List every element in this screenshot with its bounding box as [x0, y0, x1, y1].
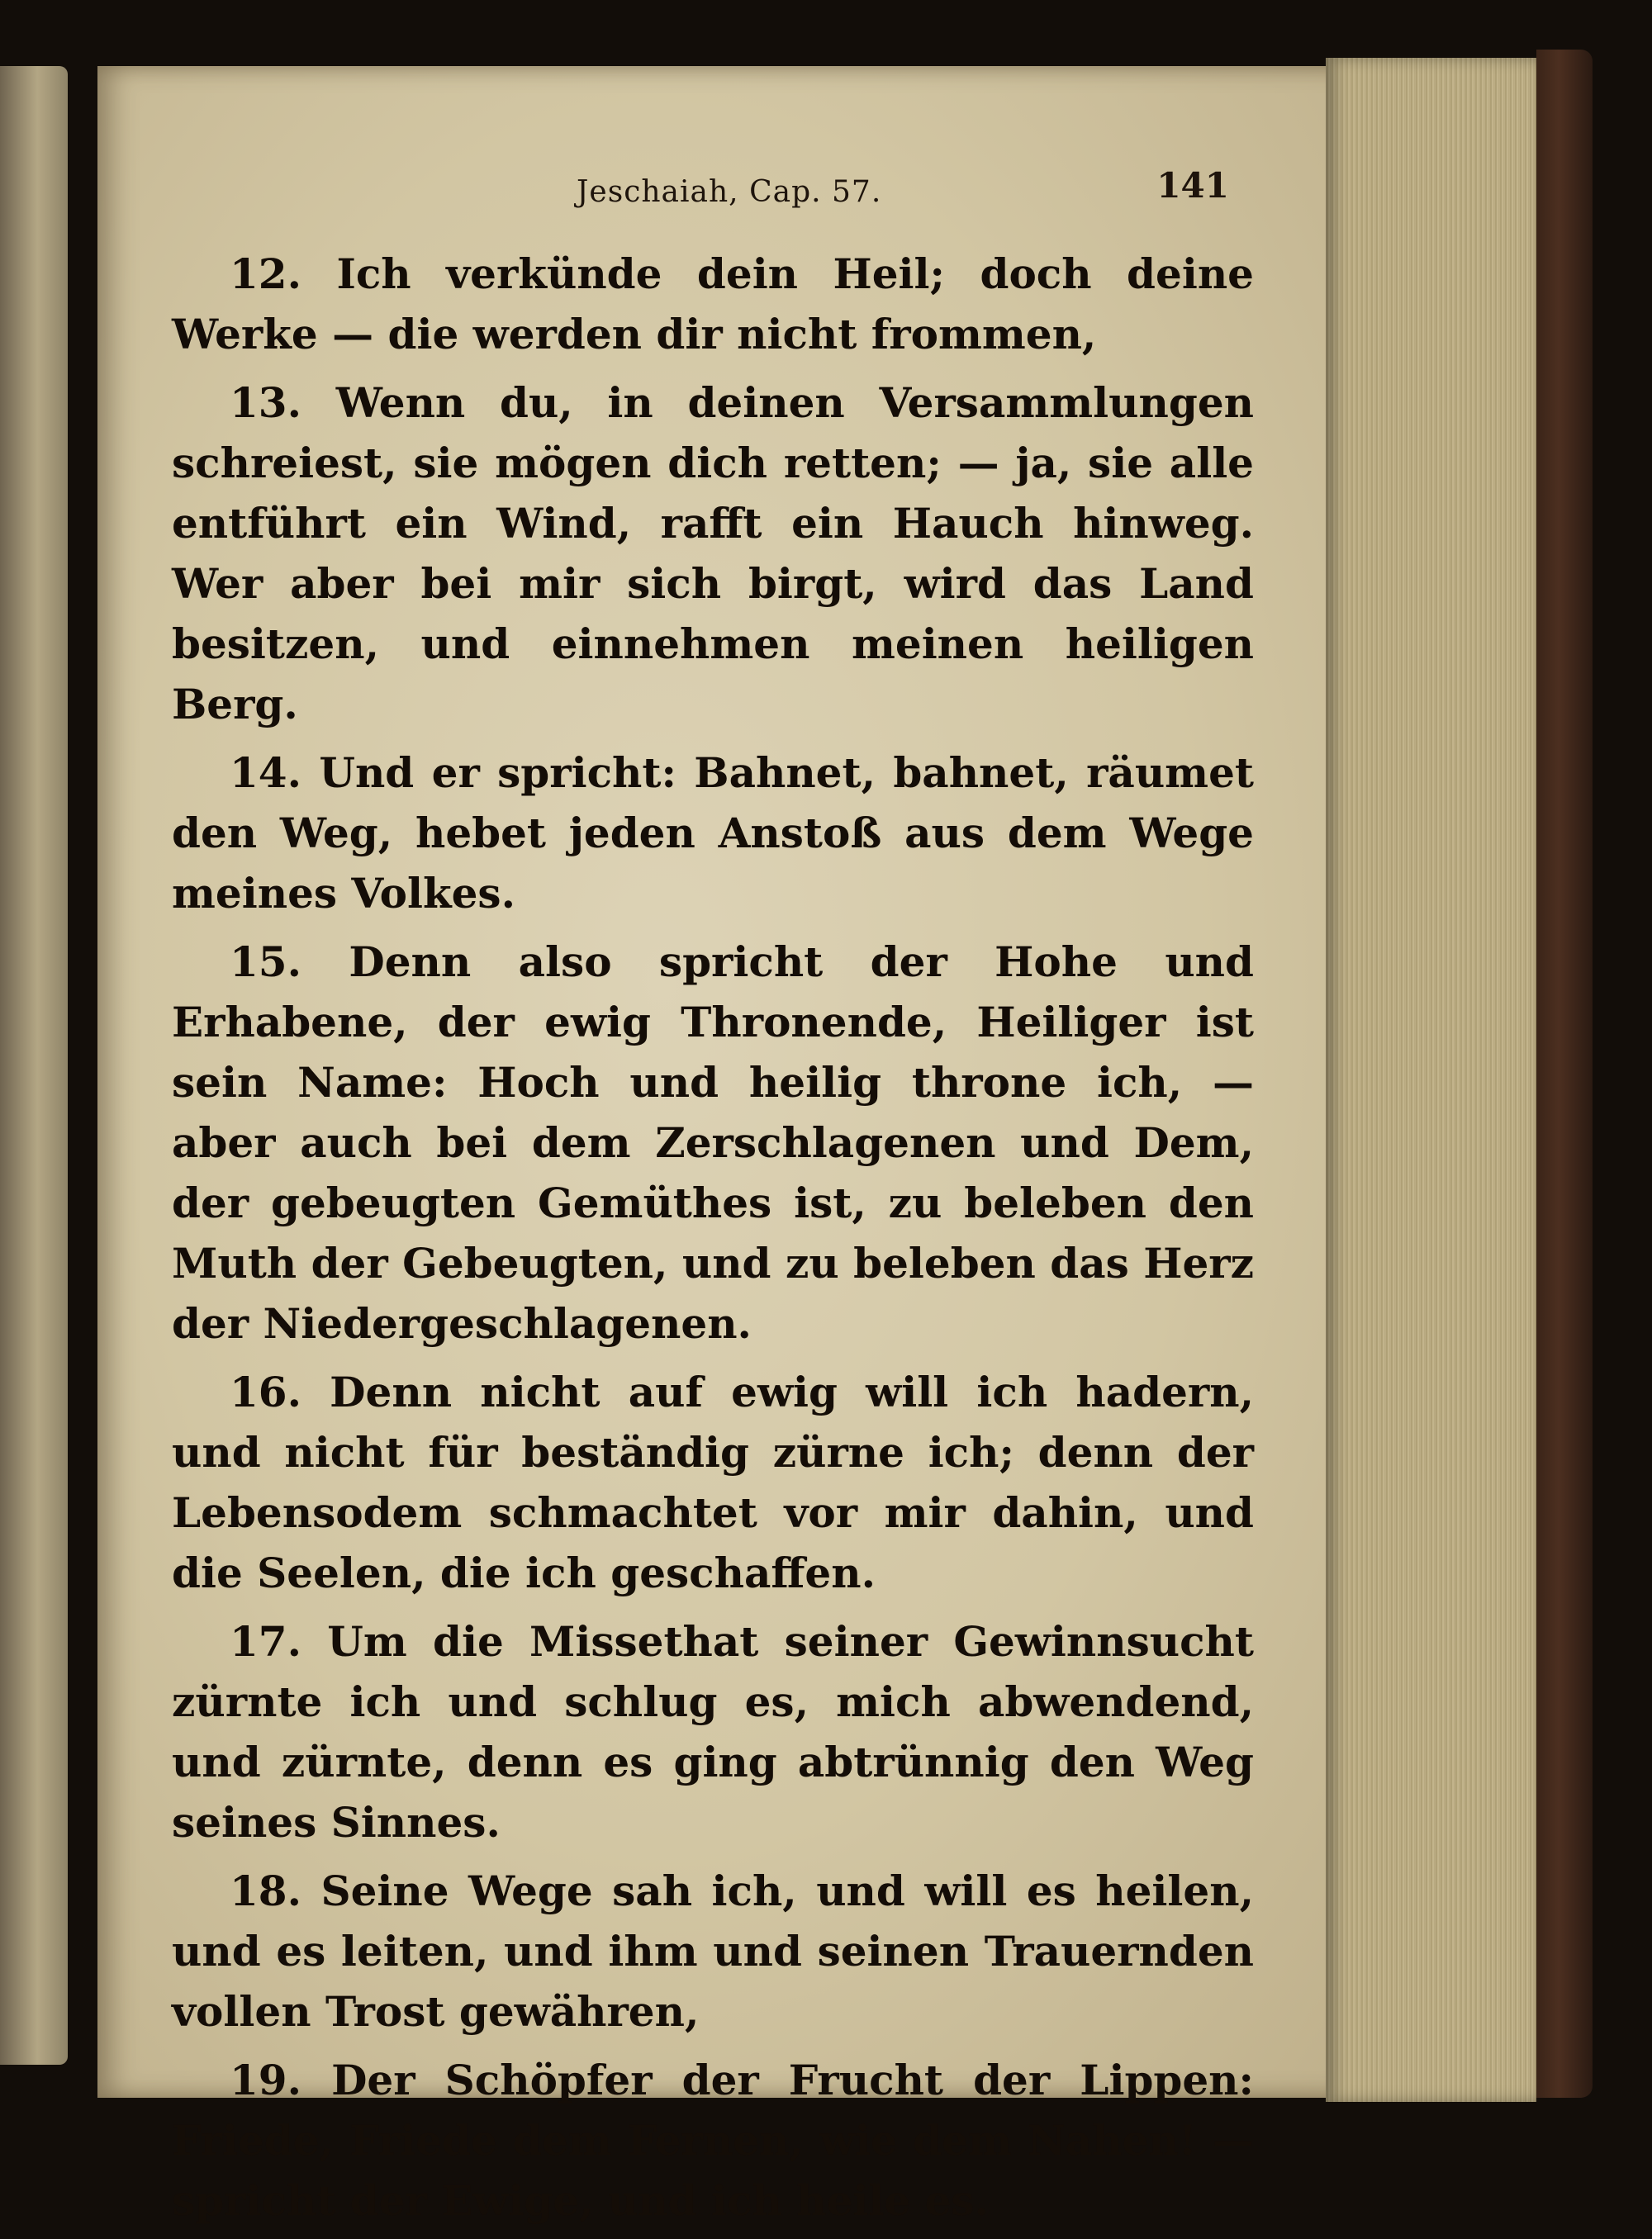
verse-16: 16. Denn nicht auf ewig will ich hadern, und nicht für beständig zürne ich; denn der Lebensodem schmachtet vor mir dahin, und die Seelen, die ich geschaffen.	[172, 1368, 1254, 1597]
verse-13: 13. Wenn du, in deinen Versammlungen schreiest, sie mögen dich retten; — ja, sie alle entführt ein Wind, rafft ein Hauch hinweg. Wer aber bei mir sich birgt, wird das Land besitzen, und einnehmen meinen heiligen Berg.	[172, 378, 1254, 728]
left-page-edge	[0, 66, 68, 2065]
running-head: Jeschaiah, Cap. 57.	[577, 175, 882, 209]
verse-19: 19. Der Schöpfer der Frucht der Lippen: Friede, Friede dem Fernen, wie dem Nahen! — spricht der Ewige, und ich heile es.	[172, 2056, 1254, 2225]
page-number: 141	[1156, 165, 1229, 206]
book-cover-edge	[1536, 50, 1593, 2098]
verse-14: 14. Und er spricht: Bahnet, bahnet, räumet den Weg, hebet jeden Anstoß aus dem Wege meines Volkes.	[172, 748, 1254, 918]
verse-12: 12. Ich verkünde dein Heil; doch deine Werke — die werden dir nicht frommen,	[172, 249, 1254, 358]
verse-15: 15. Denn also spricht der Hohe und Erhabene, der ewig Thronende, Heiliger ist sein Name: Hoch und heilig throne ich, — aber auch bei dem Zerschlagenen und Dem, der gebeugten Gemüthes ist, zu beleben den Muth der Gebeugten, und zu beleben das Herz der Niedergeschlagenen.	[172, 937, 1254, 1348]
page-header	[97, 165, 1229, 215]
verse-18: 18. Seine Wege sah ich, und will es heilen, und es leiten, und ihm und seinen Trauernden vollen Trost gewähren,	[172, 1867, 1254, 2036]
page-body	[172, 244, 1254, 2239]
page-block-edges	[1326, 58, 1536, 2102]
verse-17: 17. Um die Missethat seiner Gewinnsucht zürnte ich und schlug es, mich abwendend, und zürnte, denn es ging abtrünnig den Weg seines Sinnes.	[172, 1617, 1254, 1847]
